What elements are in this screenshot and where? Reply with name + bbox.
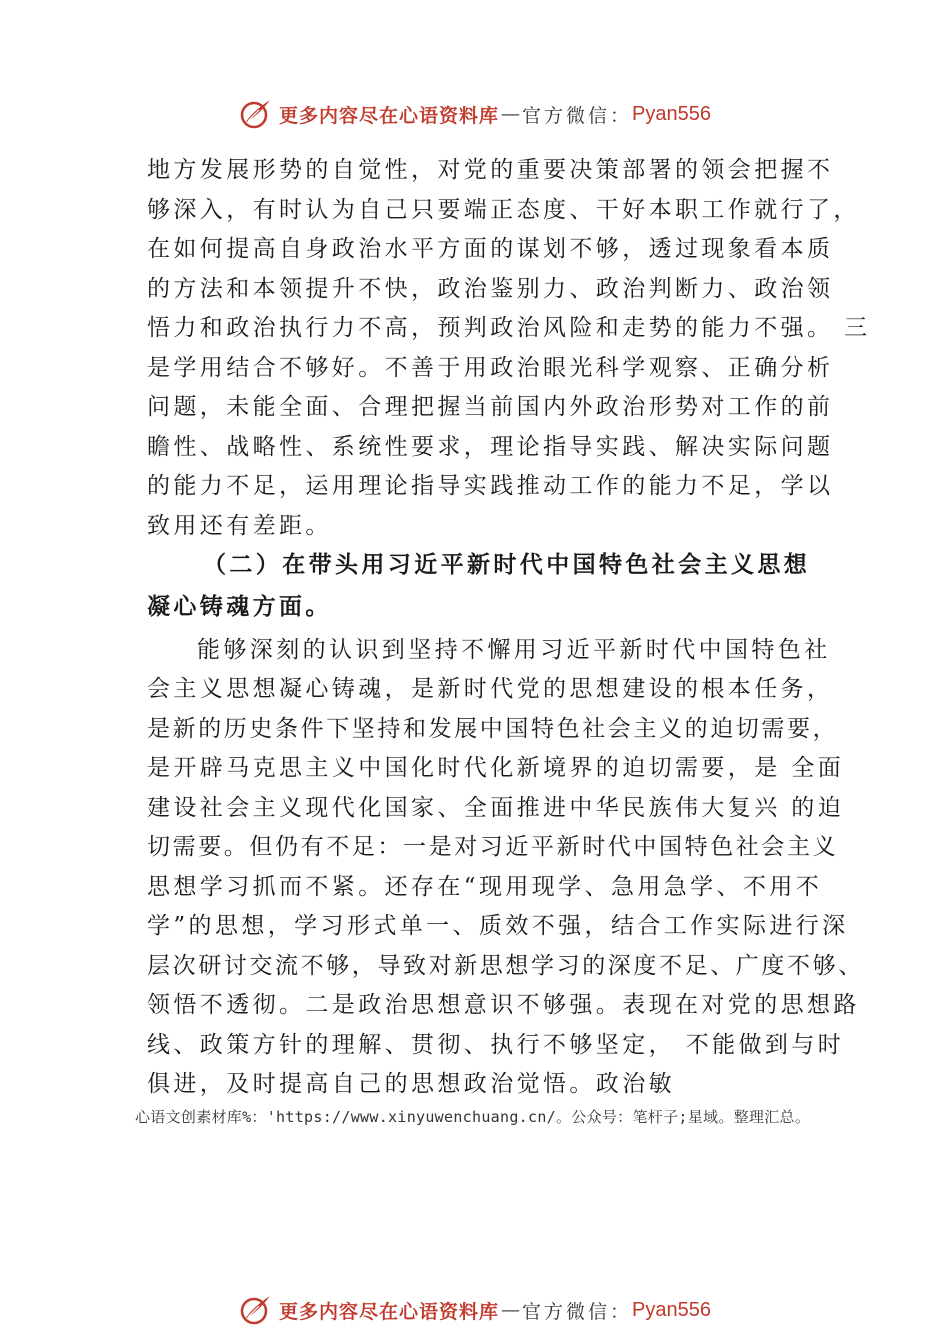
source-footnote: 心语文创素材库%：'https://www.xinyuwenchuang.cn/。公众号：笔杆子;星域。整理汇总。 bbox=[135, 1108, 811, 1126]
body-line: 问题，未能全面、合理把握当前国内外政治形势对工作的前 bbox=[147, 394, 834, 420]
footer-banner bbox=[0, 1290, 950, 1330]
quill-logo-icon bbox=[239, 97, 273, 131]
body-line: 的方法和本领提升不快，政治鉴别力、政治判断力、政治领 bbox=[147, 276, 834, 302]
banner-wechat-label: 官方微信： bbox=[522, 104, 633, 127]
body-line: 地方发展形势的自觉性，对党的重要决策部署的领会把握不 bbox=[147, 157, 834, 183]
body-line: 的能力不足，运用理论指导实践推动工作的能力不足，学以 bbox=[147, 473, 834, 499]
body-line: 俱进，及时提高自己的思想政治觉悟。政治敏 bbox=[147, 1071, 675, 1097]
body-line: 学”的思想，学习形式单一、质效不强，结合工作实际进行深 bbox=[147, 913, 849, 939]
body-line: 在如何提高自身政治水平方面的谋划不够，透过现象看本质 bbox=[147, 236, 834, 262]
body-line: 领悟不透彻。二是政治思想意识不够强。表现在对党的思想路 bbox=[147, 992, 860, 1018]
body-line: 切需要。但仍有不足：一是对习近平新时代中国特色社会主义 bbox=[147, 834, 839, 860]
body-line: 是学用结合不够好。不善于用政治眼光科学观察、正确分析 bbox=[147, 355, 834, 381]
header-banner bbox=[0, 94, 950, 134]
body-line: 层次研讨交流不够，导致对新思想学习的深度不足、广度不够、 bbox=[147, 953, 864, 979]
body-line: 够深入，有时认为自己只要端正态度、干好本职工作就行了， bbox=[147, 197, 860, 223]
body-line: 能够深刻的认识到坚持不懈用习近平新时代中国特色社 bbox=[197, 637, 831, 663]
banner-main-text: 更多内容尽在心语资料库 bbox=[279, 104, 500, 127]
body-line: 是新的历史条件下坚持和发展中国特色社会主义的迫切需要， bbox=[147, 716, 839, 742]
body-line: 会主义思想凝心铸魂，是新时代党的思想建设的根本任务， bbox=[147, 676, 834, 702]
body-line: 思想学习抓而不紧。还存在“现用现学、急用急学、不用不 bbox=[147, 874, 823, 900]
quill-logo-icon bbox=[239, 1293, 273, 1327]
body-line: 悟力和政治执行力不高，预判政治风险和走势的能力不强。 三 bbox=[147, 315, 871, 341]
body-line: 瞻性、战略性、系统性要求，理论指导实践、解决实际问题 bbox=[147, 434, 834, 460]
body-line: 线、政策方针的理解、贯彻、执行不够坚定， 不能做到与时 bbox=[147, 1032, 845, 1058]
body-line: 是开辟马克思主义中国化时代化新境界的迫切需要，是 全面 bbox=[147, 755, 845, 781]
section-heading: （二）在带头用习近平新时代中国特色社会主义思想 bbox=[203, 551, 811, 578]
banner-separator: — bbox=[501, 1299, 521, 1321]
banner-main-text: 更多内容尽在心语资料库 bbox=[279, 1300, 500, 1323]
body-line: 建设社会主义现代化国家、全面推进中华民族伟大复兴 的迫 bbox=[147, 795, 845, 821]
banner-separator: — bbox=[501, 103, 521, 125]
banner-wechat-label: 官方微信： bbox=[522, 1300, 633, 1323]
section-heading: 凝心铸魂方面。 bbox=[147, 593, 332, 620]
body-line: 致用还有差距。 bbox=[147, 513, 332, 539]
banner-wechat-id: Pyan556 bbox=[632, 102, 711, 125]
banner-wechat-id: Pyan556 bbox=[632, 1298, 711, 1321]
